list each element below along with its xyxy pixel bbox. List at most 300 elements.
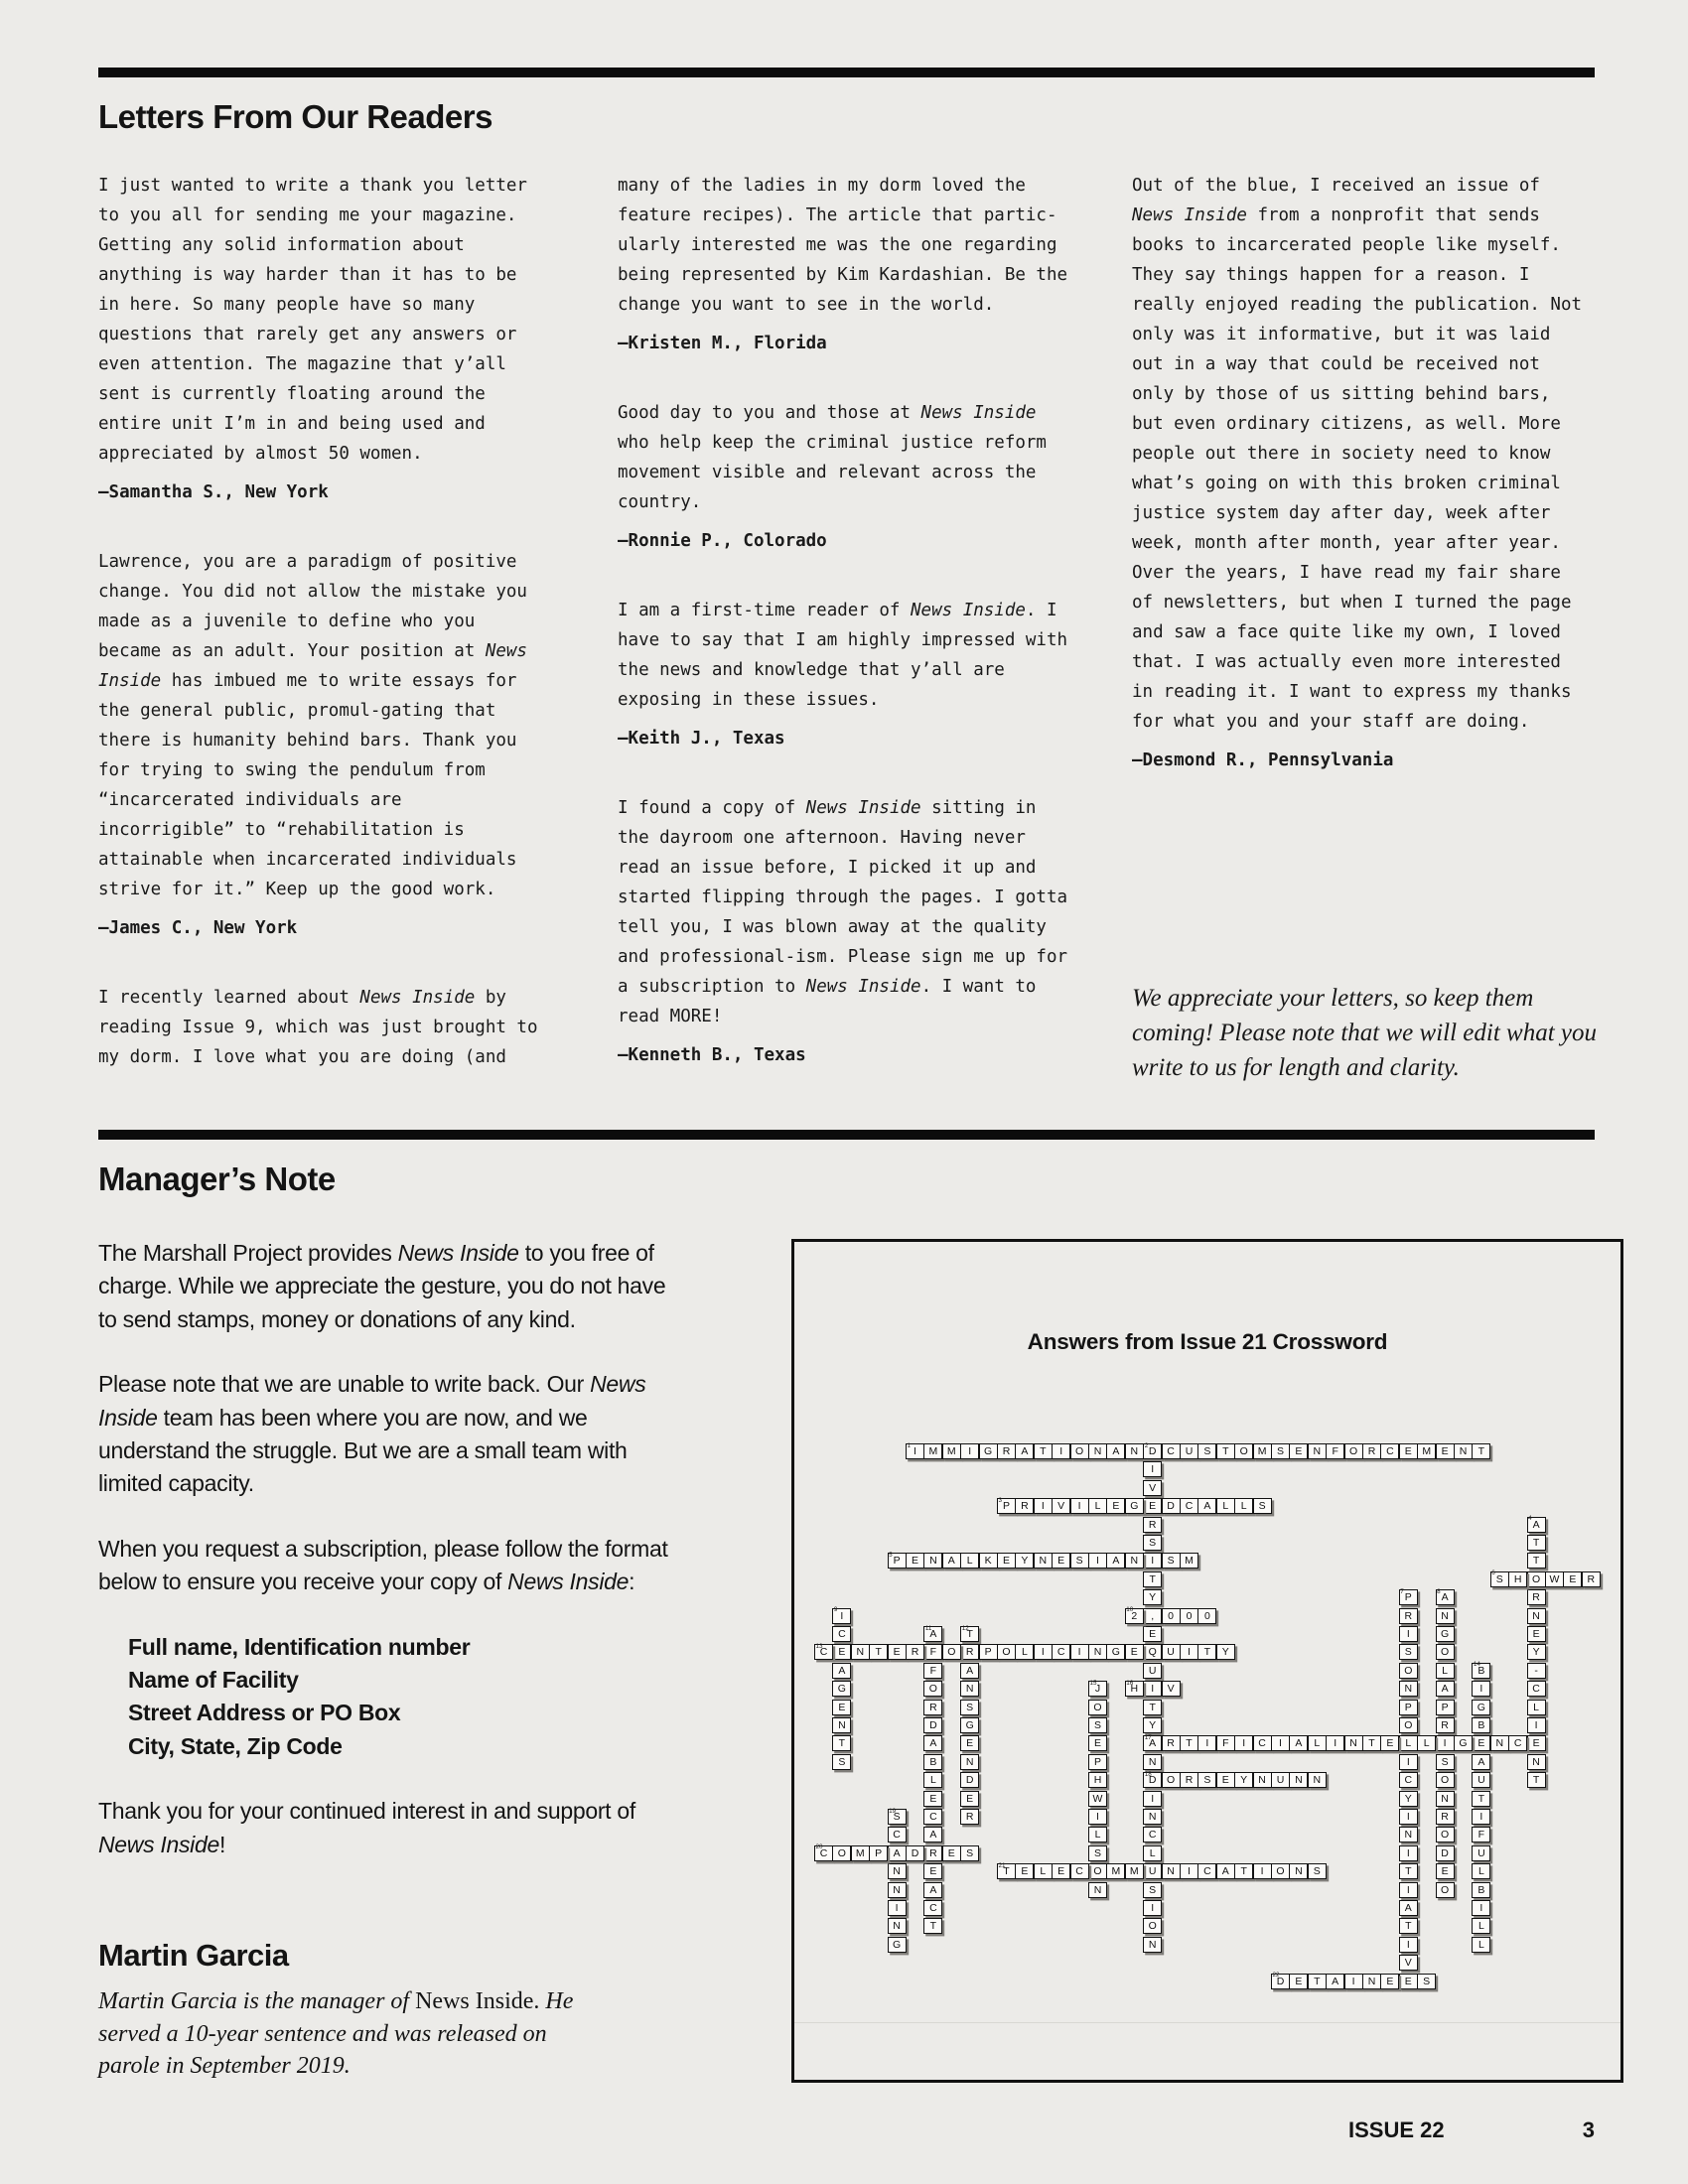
crossword-cell: G (1454, 1735, 1473, 1751)
crossword-cell: Y (1399, 1791, 1418, 1807)
crossword-cell: T (1197, 1644, 1216, 1660)
letter-signature: —Kenneth B., Texas (618, 1045, 806, 1065)
crossword-clue-number: 20 (815, 1843, 823, 1851)
crossword-cell: O (1436, 1882, 1455, 1898)
crossword-cell: P (869, 1845, 888, 1861)
crossword-cell: A (923, 1827, 942, 1843)
crossword-cell: R (1362, 1443, 1381, 1459)
crossword-cell: S (1197, 1443, 1216, 1459)
crossword-cell: N (1399, 1827, 1418, 1843)
crossword-cell: G (1436, 1626, 1455, 1642)
crossword-cell: L (1216, 1498, 1235, 1514)
crossword-cell: N (888, 1882, 907, 1898)
crossword-cell: N (851, 1644, 870, 1660)
crossword-cell: N (1362, 1974, 1381, 1989)
crossword-cell: S (1070, 1553, 1089, 1569)
crossword-cell: M (851, 1845, 870, 1861)
crossword-cell: O (997, 1644, 1016, 1660)
crossword-cell: I (1326, 1735, 1344, 1751)
crossword-cell: , (1143, 1608, 1162, 1624)
letter-text: Lawrence, you are a paradigm of positive change. You did not allow the mistake you made as a juvenile to define who you became as an adult. Your position at News Inside has imbued me to write essays for the general public, promul-gating that there is humanity behind bars. Thank you for trying to swing the pendulum from “incarcerated individuals are incorrigible” to “rehabilitation is attainable when incarcerated individuals strive for it.” Keep up the good work. (98, 552, 527, 899)
crossword-cell: I (1143, 1900, 1162, 1916)
crossword-cell: G (960, 1717, 979, 1733)
crossword-cell: C (1197, 1863, 1216, 1879)
crossword-cell: O (1070, 1443, 1089, 1459)
crossword-cell: E (997, 1553, 1016, 1569)
crossword-cell: N (888, 1863, 907, 1879)
crossword-cell: N (923, 1553, 942, 1569)
crossword-cell: D (906, 1845, 924, 1861)
crossword-cell: D 2 (1143, 1443, 1162, 1459)
crossword-cell: E (1289, 1974, 1308, 1989)
crossword-cell: I (1197, 1735, 1216, 1751)
crossword-cell: O (1143, 1918, 1162, 1934)
crossword-clue-number: 10 (1126, 1606, 1134, 1614)
crossword-cell: D 18 (1143, 1772, 1162, 1788)
managers-paragraph: The Marshall Project provides News Inside to you free of charge. While we appreciate the gesture, you do not have to send stamps, money or donations of any kind. (98, 1240, 666, 1332)
crossword-cell: I (1088, 1809, 1107, 1825)
crossword-cell: I (1034, 1498, 1053, 1514)
crossword-cell: I (1034, 1644, 1053, 1660)
crossword-cell: E (1125, 1644, 1144, 1660)
crossword-cell: P (1088, 1754, 1107, 1770)
crossword-cell: Y (1216, 1644, 1235, 1660)
crossword-cell: I (1253, 1863, 1272, 1879)
crossword-cell: E (1527, 1626, 1546, 1642)
crossword-cell: E (960, 1791, 979, 1807)
crossword-cell: L (1308, 1735, 1327, 1751)
crossword-cell: T (1034, 1443, 1053, 1459)
crossword-cell: I (1070, 1644, 1089, 1660)
crossword-cell: I (1070, 1498, 1089, 1514)
crossword-cell: P (1436, 1700, 1455, 1715)
crossword-cell: C (1052, 1644, 1070, 1660)
crossword-cell: N (1253, 1772, 1272, 1788)
crossword-clue-number: 4 (1528, 1515, 1532, 1523)
crossword-cell: D (1162, 1498, 1181, 1514)
letter-signature: —Kristen M., Florida (618, 334, 827, 353)
crossword-cell: C (1399, 1772, 1418, 1788)
crossword-cell: E (960, 1735, 979, 1751)
crossword-cell: N (960, 1681, 979, 1697)
crossword-cell: S (1271, 1443, 1290, 1459)
crossword-cell: E (923, 1791, 942, 1807)
crossword-cell: S (1143, 1535, 1162, 1551)
crossword-cell: I 1 (906, 1443, 924, 1459)
crossword-cell: H (1088, 1772, 1107, 1788)
crossword-cell: R (1527, 1589, 1546, 1605)
crossword-cell: E (1143, 1498, 1162, 1514)
managers-paragraph: When you request a subscription, please follow the format below to ensure you receive your copy of News Inside: (98, 1535, 668, 1595)
crossword-cell: A 8 (1436, 1589, 1455, 1605)
crossword-cell: 2 10 (1125, 1608, 1144, 1624)
crossword-cell: F (1326, 1443, 1344, 1459)
crossword-title: Answers from Issue 21 Crossword (1027, 1329, 1388, 1354)
crossword-cell: S (1399, 1644, 1418, 1660)
crossword-cell: R (1399, 1608, 1418, 1624)
reader-letter (618, 171, 1069, 358)
crossword-cell: N (832, 1717, 851, 1733)
crossword-cell: C (923, 1900, 942, 1916)
crossword-cell: N (1143, 1809, 1162, 1825)
crossword-cell: A (1289, 1735, 1308, 1751)
crossword-clue-number: 2 (1144, 1441, 1149, 1449)
crossword-cell: D (1436, 1845, 1455, 1861)
crossword-cell: G (1472, 1700, 1490, 1715)
crossword-cell: O (832, 1845, 851, 1861)
crossword-cell: U (1472, 1772, 1490, 1788)
crossword-clue-number: 18 (1144, 1770, 1152, 1778)
managers-note-title: Manager’s Note (98, 1160, 336, 1197)
crossword-cell: O (1088, 1700, 1107, 1715)
letter-signature: —Samantha S., New York (98, 482, 329, 502)
crossword-cell: C 13 (814, 1644, 833, 1660)
crossword-cell: L (1472, 1863, 1490, 1879)
crossword-cell: C (1162, 1443, 1181, 1459)
crossword-cell: E (1052, 1863, 1070, 1879)
crossword-cell: R (923, 1700, 942, 1715)
crossword-cell: S (1197, 1772, 1216, 1788)
crossword-cell: M (1417, 1443, 1436, 1459)
crossword-cell: I (1399, 1845, 1418, 1861)
crossword-cell: I (1234, 1735, 1253, 1751)
crossword-clue-number: 9 (833, 1606, 838, 1614)
crossword-cell: S (1308, 1863, 1327, 1879)
crossword-cell: S 19 (888, 1809, 907, 1825)
crossword-cell: R (1436, 1717, 1455, 1733)
crossword-cell: T (832, 1735, 851, 1751)
crossword-cell: O (923, 1681, 942, 1697)
crossword-cell: E (942, 1845, 961, 1861)
crossword-cell: I (1399, 1937, 1418, 1953)
section-divider-rule (98, 1130, 1595, 1140)
crossword-cell: T (1472, 1443, 1490, 1459)
crossword-cell: U (1180, 1443, 1198, 1459)
crossword-cell: E (1380, 1974, 1399, 1989)
crossword-clue-number: 11 (924, 1624, 932, 1632)
crossword-cell: F (923, 1644, 942, 1660)
crossword-cell: T (1143, 1700, 1162, 1715)
crossword-cell: B 14 (1472, 1663, 1490, 1679)
crossword-cell: I (1344, 1974, 1363, 1989)
crossword-cell: A (923, 1735, 942, 1751)
crossword-cell: A (1326, 1974, 1344, 1989)
crossword-cell: E (832, 1700, 851, 1715)
crossword-cell: A (1399, 1900, 1418, 1916)
crossword-cell: N (1289, 1772, 1308, 1788)
crossword-cell: P (979, 1644, 998, 1660)
crossword-cell: L (1088, 1498, 1107, 1514)
address-format-line: Street Address or PO Box (128, 1700, 401, 1726)
crossword-cell: I (1436, 1735, 1455, 1751)
crossword-cell: I (1143, 1681, 1162, 1697)
crossword-cell: L (1527, 1700, 1546, 1715)
crossword-cell: S (1088, 1717, 1107, 1733)
footer-issue-label: ISSUE 22 (1348, 2117, 1445, 2142)
crossword-cell: A (1197, 1498, 1216, 1514)
crossword-cell: L (1472, 1937, 1490, 1953)
crossword-cell: E (1289, 1443, 1308, 1459)
crossword-cell: N (1088, 1443, 1107, 1459)
crossword-cell: A (1015, 1443, 1034, 1459)
crossword-cell: S (1436, 1754, 1455, 1770)
crossword-cell: N (960, 1754, 979, 1770)
crossword-cell: A (1106, 1553, 1125, 1569)
crossword-cell: G (1106, 1644, 1125, 1660)
address-format-line: Name of Facility (128, 1667, 299, 1694)
crossword-cell: F (923, 1663, 942, 1679)
crossword-cell: E (1436, 1443, 1455, 1459)
crossword-clue-number: 1 (907, 1441, 912, 1449)
crossword-cell: E (1399, 1443, 1418, 1459)
letter-signature: —Keith J., Texas (618, 729, 785, 749)
crossword-cell: - (1527, 1663, 1546, 1679)
crossword-cell: S (1417, 1974, 1436, 1989)
crossword-cell: E (1472, 1735, 1490, 1751)
letters-section-title: Letters From Our Readers (98, 98, 492, 135)
crossword-clue-number: 6 (1491, 1570, 1495, 1577)
crossword-clue-number: 15 (1089, 1679, 1097, 1687)
crossword-cell: I (1052, 1443, 1070, 1459)
crossword-cell: I (1399, 1626, 1418, 1642)
crossword-cell: L (1399, 1735, 1418, 1751)
crossword-cell: I (1472, 1809, 1490, 1825)
letters-column-3 (1132, 171, 1587, 815)
crossword-cell: R (960, 1644, 979, 1660)
crossword-cell: N (1088, 1644, 1107, 1660)
crossword-cell: 0 (1180, 1608, 1198, 1624)
crossword-cell: O (1162, 1772, 1181, 1788)
crossword-cell: P 5 (888, 1553, 907, 1569)
crossword-cell: T (1527, 1772, 1546, 1788)
crossword-cell: A (923, 1882, 942, 1898)
crossword-cell: O (1399, 1717, 1418, 1733)
crossword-cell: H 16 (1125, 1681, 1144, 1697)
crossword-cell: E (1563, 1571, 1582, 1587)
crossword-cell: R (923, 1845, 942, 1861)
crossword-cell: E (1216, 1772, 1235, 1788)
crossword-cell: W (1088, 1791, 1107, 1807)
crossword-cell: B (1472, 1882, 1490, 1898)
managers-closing: Thank you for your continued interest in and support of News Inside! (98, 1798, 635, 1857)
crossword-cell: C (1070, 1863, 1089, 1879)
crossword-cell: T (1362, 1735, 1381, 1751)
crossword-cell: M (1253, 1443, 1272, 1459)
crossword-cell: N (1527, 1608, 1546, 1624)
crossword-cell: E (1088, 1735, 1107, 1751)
crossword-cell: B (923, 1754, 942, 1770)
crossword-cell: V (1052, 1498, 1070, 1514)
crossword-cell: N (1125, 1553, 1144, 1569)
crossword-cell: R (997, 1443, 1016, 1459)
letter-text: I am a first-time reader of News Inside. I have to say that I am highly impressed with the news and knowledge that y’all are exposing in these issues. (618, 601, 1068, 710)
crossword-cell: I (1472, 1681, 1490, 1697)
crossword-cell: V (1399, 1955, 1418, 1971)
letter-text: many of the ladies in my dorm loved the feature recipes). The article that partic-ularly interested me was the one regarding being represented by Kim Kardashian. Be the change you want to see in the world. (618, 176, 1068, 315)
managers-note-body (98, 1237, 688, 1893)
crossword-cell: T (1527, 1535, 1546, 1551)
crossword-cell: E (1015, 1863, 1034, 1879)
crossword-cell: E (1527, 1735, 1546, 1751)
crossword-cell: D (960, 1772, 979, 1788)
crossword-cell: N (1527, 1754, 1546, 1770)
crossword-cell: L (1436, 1663, 1455, 1679)
crossword-cell: O (1436, 1827, 1455, 1843)
crossword-clue-number: 12 (961, 1624, 969, 1632)
crossword-cell: E (906, 1553, 924, 1569)
crossword-cell: L (1015, 1644, 1034, 1660)
reader-letter (98, 547, 541, 943)
crossword-cell: A 11 (923, 1626, 942, 1642)
reader-letter (618, 398, 1069, 556)
crossword-cell: P 7 (1399, 1589, 1418, 1605)
crossword-cell: I (1399, 1809, 1418, 1825)
crossword-cell: I (1143, 1553, 1162, 1569)
crossword-cell: T (869, 1644, 888, 1660)
crossword-cell: C (1527, 1681, 1546, 1697)
crossword-cell: T (1472, 1791, 1490, 1807)
crossword-clue-number: 22 (1272, 1972, 1280, 1979)
crossword-cell: M (923, 1443, 942, 1459)
address-format-line: City, State, Zip Code (128, 1732, 343, 1759)
crossword-cell: E (923, 1863, 942, 1879)
crossword-box-inner-line (794, 2022, 1620, 2023)
crossword-cell: T (1399, 1863, 1418, 1879)
crossword-cell: T (1143, 1571, 1162, 1587)
crossword-cell: E (1436, 1863, 1455, 1879)
crossword-cell: S 6 (1490, 1571, 1509, 1587)
crossword-cell: S (1088, 1845, 1107, 1861)
crossword-cell: R (1162, 1735, 1181, 1751)
address-format-line: Full name, Identification number (128, 1633, 471, 1660)
crossword-cell: H (1508, 1571, 1527, 1587)
crossword-cell: Y (1015, 1553, 1034, 1569)
crossword-clue-number: 14 (1473, 1661, 1480, 1669)
crossword-cell: A 4 (1527, 1517, 1546, 1533)
crossword-cell: I (1399, 1882, 1418, 1898)
letter-signature: —Ronnie P., Colorado (618, 531, 827, 551)
manager-bio: Martin Garcia is the manager of News Inside. He served a 10-year sentence and was released on parole in September 2019. (98, 1988, 574, 2079)
crossword-clue-number: 3 (998, 1496, 1003, 1504)
crossword-cell: G (1125, 1498, 1144, 1514)
crossword-cell: E (832, 1644, 851, 1660)
crossword-cell: N (1399, 1681, 1418, 1697)
crossword-cell: C (1253, 1735, 1272, 1751)
crossword-cell: U (1472, 1845, 1490, 1861)
crossword-cell: W (1545, 1571, 1564, 1587)
crossword-cell: U (1143, 1663, 1162, 1679)
crossword-cell: E (1052, 1553, 1070, 1569)
crossword-cell: F (1216, 1735, 1235, 1751)
crossword-cell: L (1088, 1827, 1107, 1843)
letter-text: Out of the blue, I received an issue of News Inside from a nonprofit that sends books to incarcerated people like myself. They say things happen for a reason. I really enjoyed reading the publication. Not only was it informative, but it was laid out in a way that could be received not only by those of us sitting behind bars, but even ordinary citizens, as well. More people out there in society need to know what’s going on with this broken criminal justice system day after day, week after week, month after month, year after year. Over the years, I have read my fair share of newsletters, but when I turned the page and saw a face quite like my own, I loved that. I was actually even more interested in reading it. I want to express my thanks for what you and your staff are doing. (1132, 176, 1583, 732)
subscription-address-format (98, 1631, 688, 1764)
crossword-cell: O (1271, 1863, 1290, 1879)
crossword-cell: 0 (1197, 1608, 1216, 1624)
letters-column-1 (98, 171, 541, 1112)
crossword-cell: O (1436, 1644, 1455, 1660)
crossword-answers-box (791, 1239, 1623, 2083)
crossword-cell: G (888, 1937, 907, 1953)
crossword-cell: C (1380, 1443, 1399, 1459)
crossword-clue-number: 5 (889, 1551, 893, 1559)
crossword-cell: O (1088, 1863, 1107, 1879)
crossword-cell: M (942, 1443, 961, 1459)
crossword-cell: K (979, 1553, 998, 1569)
crossword-cell: T (1308, 1974, 1327, 1989)
crossword-cell: L (1472, 1918, 1490, 1934)
crossword-cell: G (832, 1681, 851, 1697)
crossword-cell: N (1490, 1735, 1509, 1751)
crossword-cell: I (1088, 1553, 1107, 1569)
crossword-cell: M (1180, 1553, 1198, 1569)
crossword-cell: N (1125, 1443, 1144, 1459)
crossword-cell: O (1436, 1772, 1455, 1788)
footer-page-number: 3 (1582, 2117, 1595, 2142)
reader-letter (1132, 171, 1587, 775)
crossword-cell: M (1125, 1863, 1144, 1879)
crossword-cell: A (960, 1663, 979, 1679)
crossword-cell: L (1034, 1863, 1053, 1879)
crossword-cell: U (1162, 1644, 1181, 1660)
crossword-clue-number: 16 (1126, 1679, 1134, 1687)
crossword-cell: I 9 (832, 1608, 851, 1624)
crossword-cell: A 17 (1143, 1735, 1162, 1751)
letter-text: I found a copy of News Inside sitting in the dayroom one afternoon. Having never read an issue before, I picked it up and started flipping through the pages. I gotta tell you, I was blown away at the quality and professional-ism. Please sign me up for a subscription to News Inside. I want to read MORE! (618, 798, 1068, 1026)
crossword-cell: Q (1143, 1644, 1162, 1660)
manager-name-heading: Martin Garcia (98, 1938, 289, 1973)
crossword-cell: M (1106, 1863, 1125, 1879)
crossword-cell: I (1143, 1461, 1162, 1477)
reader-letter (98, 983, 541, 1072)
crossword-cell: N (1436, 1791, 1455, 1807)
crossword-cell: S (832, 1754, 851, 1770)
crossword-cell: A (1472, 1754, 1490, 1770)
crossword-cell: P (1399, 1700, 1418, 1715)
crossword-cell: I (1180, 1644, 1198, 1660)
crossword-cell: T (1180, 1735, 1198, 1751)
crossword-cell: R (960, 1809, 979, 1825)
crossword-cell: L (1417, 1735, 1436, 1751)
letter-text: I just wanted to write a thank you letter to you all for sending me your magazine. Getting any solid information about anything is way harder than it has to be in here. So many people have so many questions that rarely get any answers or even attention. The magazine that y’all sent is currently floating around the entire unit I’m in and being used and appreciated by almost 50 women. (98, 176, 527, 464)
crossword-cell: C (1143, 1827, 1162, 1843)
crossword-cell: Y (1143, 1589, 1162, 1605)
reader-letter (618, 596, 1069, 753)
crossword-cell: R (1582, 1571, 1601, 1587)
crossword-cell: L (1143, 1845, 1162, 1861)
crossword-cell: O (1344, 1443, 1363, 1459)
crossword-cell: 0 (1162, 1608, 1181, 1624)
crossword-cell: S (960, 1845, 979, 1861)
crossword-cell: S (1143, 1882, 1162, 1898)
letter-text: Good day to you and those at News Inside who help keep the criminal justice reform movement visible and relevant across the country. (618, 403, 1047, 512)
crossword-clue-number: 8 (1437, 1587, 1441, 1595)
crossword-cell: B (1472, 1717, 1490, 1733)
crossword-cell: N (1454, 1443, 1473, 1459)
crossword-cell: N (1162, 1863, 1181, 1879)
crossword-cell: T (1216, 1443, 1235, 1459)
crossword-cell: N (1289, 1863, 1308, 1879)
crossword-cell: N (1308, 1443, 1327, 1459)
crossword-cell: C (832, 1626, 851, 1642)
crossword-cell: R (1143, 1517, 1162, 1533)
crossword-cell: D (923, 1717, 942, 1733)
crossword-cell: A (1106, 1443, 1125, 1459)
section-divider-rule (98, 68, 1595, 77)
crossword-cell: V (1143, 1480, 1162, 1496)
crossword-cell: O (1399, 1663, 1418, 1679)
crossword-cell: E (1380, 1735, 1399, 1751)
